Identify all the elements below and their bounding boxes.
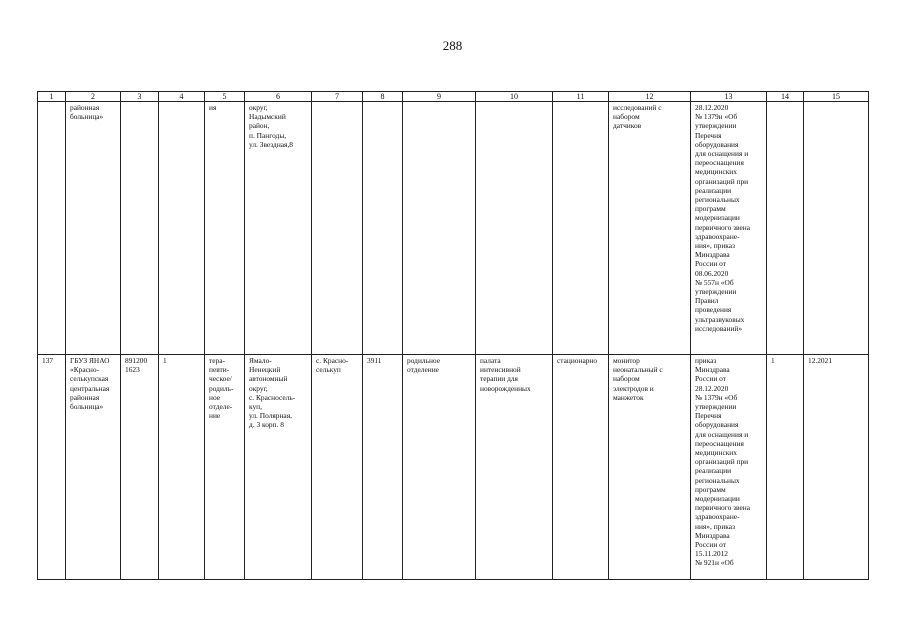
cell-col-14 (767, 102, 804, 355)
cell-line: электродов и (613, 383, 654, 393)
cell-line: первичного звена (695, 503, 751, 513)
cell-line: 3911 (367, 356, 382, 365)
column-number-3: 3 (121, 92, 159, 102)
cell-line: округ, (249, 103, 268, 112)
cell-col-1 (38, 355, 66, 580)
cell-line: здравоохране- (695, 231, 740, 241)
cell-line: 1 (163, 356, 167, 365)
cell-line: «Красно- (70, 365, 99, 375)
cell-line: ния», приказ (695, 241, 735, 251)
cell-col-9 (403, 102, 476, 355)
cell-line: России от (695, 540, 726, 550)
column-number-9: 9 (403, 92, 476, 102)
cell-line: России от (695, 259, 726, 269)
cell-line: оборудования (695, 139, 739, 149)
cell-line: здравоохране- (695, 512, 740, 522)
cell-col-3 (121, 102, 159, 355)
cell-line: приказ (695, 356, 717, 365)
cell-col-2 (66, 102, 121, 355)
cell-line: Минздрава (695, 530, 730, 540)
cell-line: № 1379н «Об (695, 392, 738, 402)
cell-line: районная (70, 392, 100, 402)
column-number-7: 7 (312, 92, 363, 102)
cell-line: ГБУЗ ЯНАО (70, 356, 110, 365)
column-number-1: 1 (38, 92, 66, 102)
cell-line: Минздрава (695, 250, 730, 260)
cell-line: селькуп (316, 365, 341, 375)
column-number-11: 11 (553, 92, 609, 102)
cell-line: 1 (771, 356, 775, 365)
cell-line: д. 3 корп. 8 (249, 420, 284, 430)
cell-line: модернизации (695, 494, 740, 504)
cell-line: № 557н «Об (695, 277, 734, 287)
column-number-14: 14 (767, 92, 804, 102)
cell-col-4 (159, 102, 205, 355)
cell-line: России от (695, 374, 726, 384)
cell-line: оборудования (695, 420, 739, 430)
cell-line: Надымский (249, 112, 286, 122)
cell-line: проведения (695, 305, 732, 315)
cell-line: с. Красно- (316, 356, 349, 365)
cell-line: переоснащения (695, 158, 744, 168)
column-number-12: 12 (609, 92, 691, 102)
cell-col-7 (312, 355, 363, 580)
cell-line: исследований» (695, 323, 743, 333)
cell-line: 891200 (125, 356, 148, 365)
cell-line: реализации (695, 185, 732, 195)
cell-line: монитор (613, 356, 640, 365)
cell-col-7 (312, 102, 363, 355)
cell-col-1 (38, 102, 66, 355)
cell-col-13 (691, 102, 767, 355)
cell-line: неонатальный с (613, 365, 663, 375)
cell-line: куп, (249, 402, 262, 412)
cell-line: № 1379н «Об (695, 112, 738, 122)
cell-line: 15.11.2012 (695, 549, 728, 559)
cell-line: новорожденных (480, 383, 531, 393)
cell-line: 28.12.2020 (695, 103, 729, 112)
table-row (38, 102, 869, 355)
column-number-8: 8 (363, 92, 403, 102)
cell-col-3 (121, 355, 159, 580)
cell-line: набором (613, 374, 640, 384)
cell-line: региональных (695, 475, 740, 485)
cell-line: отделе- (209, 402, 233, 412)
cell-line: стационарно (557, 356, 598, 365)
cell-line: организаций при (695, 176, 749, 186)
cell-line: медицинских (695, 448, 737, 458)
cell-line: Ямало- (249, 356, 272, 365)
cell-line: № 921н «Об (695, 558, 734, 568)
cell-col-10 (476, 355, 553, 580)
cell-line: программ (695, 484, 726, 494)
cell-line: автономный (249, 374, 288, 384)
cell-line: 137 (42, 356, 54, 365)
cell-line: ул. Полярная, (249, 411, 292, 421)
cell-col-6 (245, 102, 312, 355)
cell-line: первичного звена (695, 222, 751, 232)
cell-line: манжеток (613, 392, 644, 402)
cell-col-12 (609, 102, 691, 355)
cell-col-5 (205, 102, 245, 355)
cell-line: медицинских (695, 167, 737, 177)
cell-line: больница» (70, 402, 104, 412)
cell-col-2 (66, 355, 121, 580)
cell-line: интенсивной (480, 365, 521, 375)
cell-line: для оснащения и (695, 429, 749, 439)
cell-line: Ненецкий (249, 365, 281, 375)
cell-line: родиль- (209, 383, 234, 393)
cell-line: палата (480, 356, 501, 365)
cell-col-10 (476, 102, 553, 355)
cell-line: 1623 (125, 365, 140, 375)
cell-line: датчиков (613, 121, 642, 131)
column-number-6: 6 (245, 92, 312, 102)
cell-line: округ, (249, 383, 268, 393)
equipment-table (37, 91, 869, 580)
column-number-15: 15 (804, 92, 869, 102)
cell-line: ние (209, 411, 221, 421)
cell-line: исследований с (613, 103, 662, 112)
cell-col-8 (363, 355, 403, 580)
cell-col-11 (553, 355, 609, 580)
cell-line: Перечня (695, 130, 722, 140)
cell-line: программ (695, 204, 726, 214)
cell-line: больница» (70, 112, 104, 122)
column-number-4: 4 (159, 92, 205, 102)
cell-col-13 (691, 355, 767, 580)
column-number-10: 10 (476, 92, 553, 102)
cell-col-14 (767, 355, 804, 580)
cell-line: переоснащения (695, 438, 744, 448)
cell-line: район, (249, 121, 270, 131)
cell-col-8 (363, 102, 403, 355)
cell-col-15 (804, 355, 869, 580)
cell-line: утверждении (695, 402, 737, 412)
cell-line: Перечня (695, 411, 722, 421)
cell-col-4 (159, 355, 205, 580)
cell-line: 08.06.2020 (695, 268, 729, 278)
cell-col-12 (609, 355, 691, 580)
cell-line: утверждении (695, 121, 737, 131)
cell-line: ное (209, 392, 221, 402)
cell-line: п. Пангоды, (249, 130, 287, 140)
cell-col-15 (804, 102, 869, 355)
column-number-5: 5 (205, 92, 245, 102)
cell-line: ния», приказ (695, 521, 735, 531)
cell-line: терапии для (480, 374, 518, 384)
cell-line: организаций при (695, 457, 749, 467)
cell-line: модернизации (695, 213, 740, 223)
cell-line: Правил (695, 296, 719, 306)
cell-line: с. Красносель- (249, 392, 296, 402)
cell-line: тера- (209, 356, 225, 365)
cell-line: реализации (695, 466, 732, 476)
cell-line: 28.12.2020 (695, 383, 729, 393)
cell-line: центральная (70, 383, 110, 393)
cell-line: районная (70, 103, 100, 112)
cell-line: певти- (209, 365, 230, 375)
cell-line: Минздрава (695, 365, 730, 375)
cell-col-6 (245, 355, 312, 580)
cell-col-11 (553, 102, 609, 355)
cell-line: для оснащения и (695, 149, 749, 159)
cell-line: ческое/ (209, 374, 232, 384)
cell-line: 12.2021 (808, 356, 833, 365)
cell-line: селькупская (70, 374, 109, 384)
cell-line: родильное (407, 356, 440, 365)
table-row (38, 355, 869, 580)
page-number: 288 (442, 38, 463, 53)
cell-line: утверждении (695, 287, 737, 297)
column-number-13: 13 (691, 92, 767, 102)
cell-line: ультразвуковых (695, 314, 745, 324)
cell-line: ул. Звездная,8 (249, 139, 293, 149)
cell-line: региональных (695, 195, 740, 205)
column-number-row (38, 92, 869, 102)
cell-col-9 (403, 355, 476, 580)
cell-line: набором (613, 112, 640, 122)
cell-line: ия (209, 103, 217, 112)
cell-line: отделение (407, 365, 439, 375)
column-number-2: 2 (66, 92, 121, 102)
cell-col-5 (205, 355, 245, 580)
